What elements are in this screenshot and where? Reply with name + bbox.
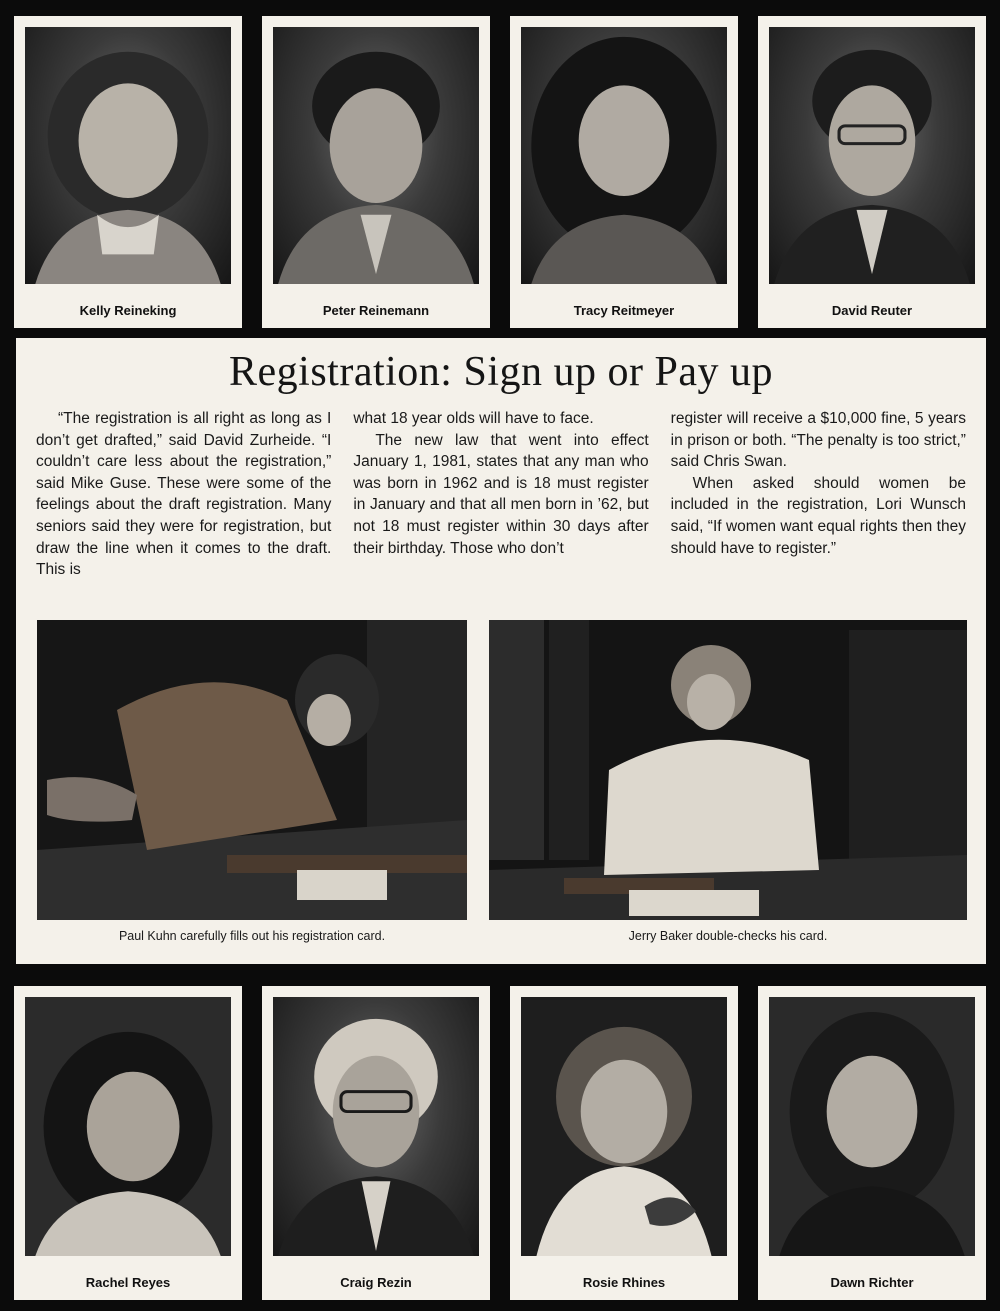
candid-photo-right [489,620,967,920]
portrait-card [262,986,490,1300]
article-column-1 [36,408,331,608]
portrait-card [262,16,490,328]
portrait-name: Craig Rezin [340,1275,412,1290]
portrait-photo [273,997,479,1256]
article-paragraph: The new law that went into effect January 1, 1981, states that any man who was born in 1962 and is 18 must register in January and that all men born in ’62, but not 18 must register within 30 days after their birthday. Those who don’t [353,431,649,557]
portrait-name: Peter Reinemann [322,303,430,318]
portrait-photo [521,27,727,284]
portrait-name: Dawn Richter [830,1275,914,1290]
portrait-photo [769,997,975,1256]
portrait-card [14,986,242,1300]
article-paragraph: what 18 year olds will have to face. [353,410,594,427]
portrait-photo [25,27,231,284]
portrait-name: Kelly Reineking [79,303,177,318]
candid-photo-left [37,620,467,920]
photo-caption: Paul Kuhn carefully fills out his registration card. [118,929,386,943]
article-column-3 [671,408,966,608]
article-headline: Registration: Sign up or Pay up [229,349,773,395]
article-paragraph: register will receive a $10,000 fine, 5 years in prison or both. “The penalty is too strict,” said Chris Swan. [670,410,966,471]
portrait-name: Rachel Reyes [85,1275,171,1290]
article-paragraph: “The registration is all right as long as I don’t get drafted,” said David Zurheide. “I couldn’t care less about the registration,” said Mike Guse. These were some of the feelings about the draft registration. Many seniors said they were for registration, but draw the line when it comes to the draft. This is [36,410,332,579]
portrait-name: David Reuter [831,303,913,318]
portrait-card [14,16,242,328]
portrait-photo [769,27,975,284]
portrait-name: Tracy Reitmeyer [573,303,675,318]
article-paragraph: When asked should women be included in the registration, Lori Wunsch said, “If women want equal rights then they should have to register.” [670,474,966,557]
portrait-card [758,16,986,328]
article-columns [36,408,966,608]
article-column-2 [353,408,648,608]
portrait-name: Rosie Rhines [582,1275,666,1290]
portrait-card [510,16,738,328]
portrait-card [510,986,738,1300]
portrait-photo [521,997,727,1256]
portrait-photo [25,997,231,1256]
portrait-photo [273,27,479,284]
portrait-card [758,986,986,1300]
article-panel [16,338,986,964]
photo-caption: Jerry Baker double-checks his card. [628,929,828,943]
